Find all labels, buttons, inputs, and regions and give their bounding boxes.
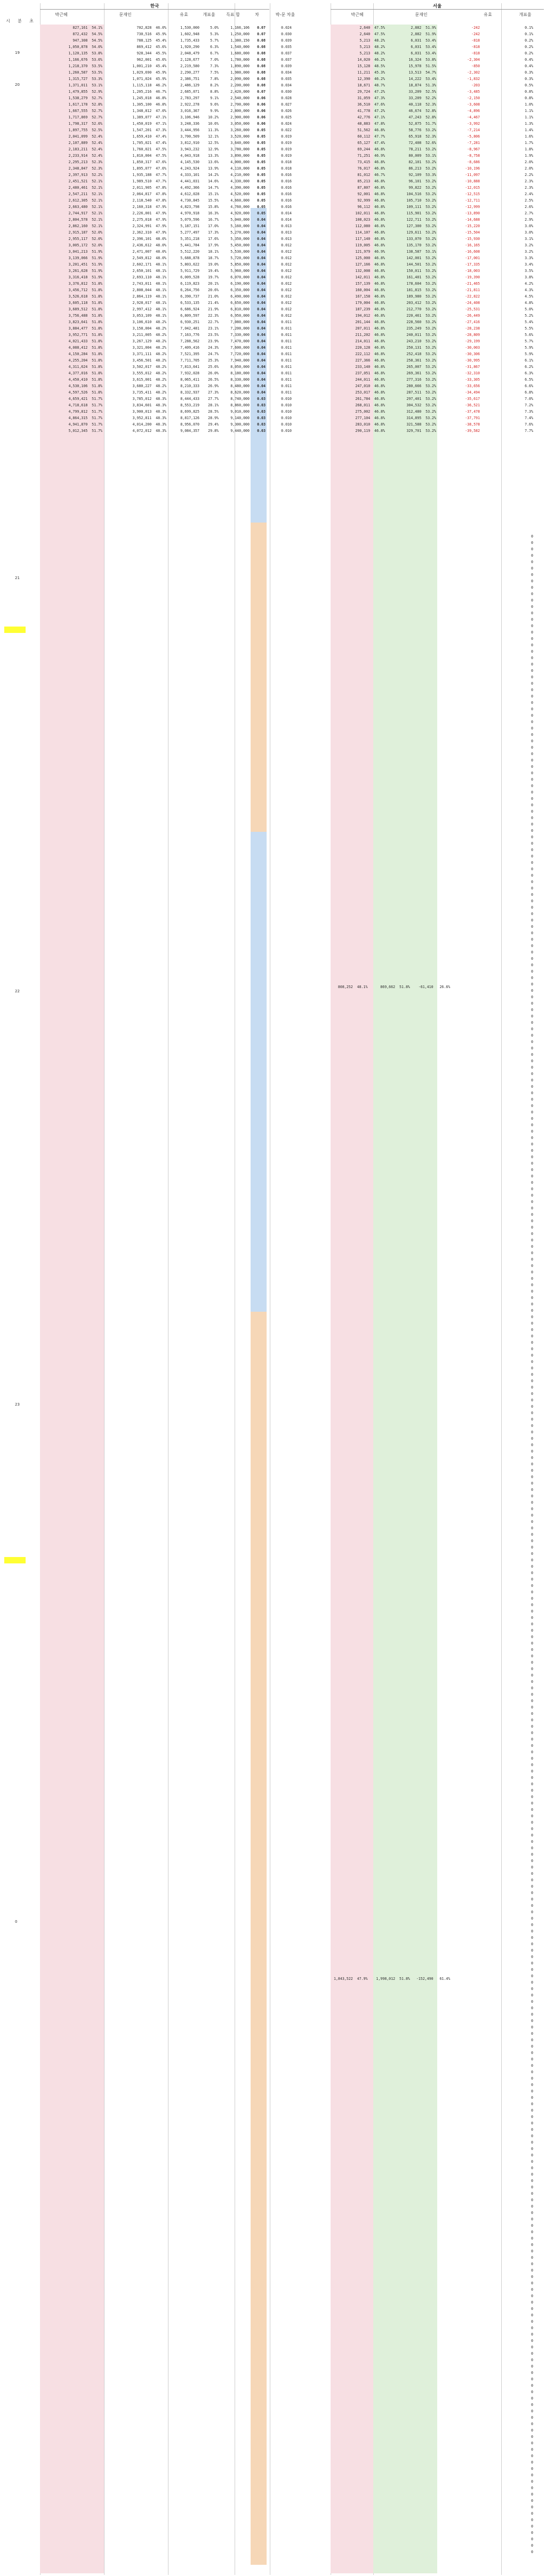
hour-label: 0	[15, 1920, 18, 1924]
korea-valid-column: 1,530,000 1,602,948 1,735,433 1,920,290 2,048,479 2,128,677 2,219,580 2,290,277 2,386,751 2,486,129 2,685,071 2,783,297 2,922,278 3,016,367 3,106,946 3,248,336 3,444,956 3,700,509 3,812,910 3,943,232 4,043,918 4,145,530 4,243,924 4,333,101 4,441,031 4,492,366 4,612,028 4,730,845 4,823,798 4,970,918 5,079,596 5,187,151 5,277,497 5,351,218 5,441,784 5,512,220 5,688,878 5,803,622 5,911,729 6,009,528 6,119,823 6,264,756 6,390,737 6,533,135 6,686,924 6,809,597 6,930,251 7,042,481 7,163,776 7,288,562 7,409,416 7,521,395 7,711,705 7,813,641 7,932,028 8,065,411 8,210,333 8,332,937 8,444,433 8,553,219 8,699,825 8,817,126 8,956,070 9,084,357	[180, 26, 199, 433]
seoul-rate-header: 개표율	[519, 12, 532, 17]
korea-ratio-header: 박-문 차율	[275, 12, 295, 17]
korea-diff-column: 0.07 0.07 0.08 0.08 0.08 0.08 0.08 0.08 0.08 0.08 0.07 0.06 0.06 0.06 0.06 0.06 0.05 0.05 0.05 0.05 0.05 0.05 0.05 0.05 0.05 0.05 0.05 0.05 0.05 0.05 0.04 0.04 0.04 0.04 0.04 0.04 0.04 0.04 0.04 0.04 0.04 0.04 0.04 0.04 0.04 0.04 0.04 0.04 0.04 0.04 0.04 0.04 0.04 0.04 0.04 0.04 0.04 0.04 0.03 0.03 0.03 0.03 0.03 0.03	[257, 26, 266, 433]
korea-moon-column: 702,828 46.0% 730,516 45.9% 788,125 45.4% 869,412 45.6% 928,344 45.5% 962,001 45.6% 1,001,210 45.4% 1,029,690 45.9% 1,071,024 45.9% 1,115,118 46.2% 1,205,216 46.7% 1,245,018 46.8% 1,305,100 46.8% 1,348,812 47.0% 1,389,077 47.1% 1,450,019 47.1% 1,547,201 47.3% 1,659,410 47.4% 1,705,021 47.4% 1,760,021 47.5% 1,810,004 47.5% 1,850,317 47.6% 1,895,077 47.6% 1,935,188 47.7% 1,989,510 47.7% 2,011,905 47.8% 2,064,817 47.8% 2,118,540 47.8% 2,160,318 47.9% 2,226,001 47.9% 2,275,018 47.9% 2,324,991 47.9% 2,362,310 47.9% 2,396,101 48.0% 2,436,612 48.0% 2,471,007 48.0% 2,549,812 48.0% 2,602,171 48.1% 2,650,101 48.1% 2,693,110 48.1% 2,743,011 48.1% 2,808,044 48.1% 2,864,119 48.1% 2,928,017 48.1% 2,997,412 48.1% 3,053,109 48.1% 3,106,610 48.2% 3,158,004 48.2% 3,211,005 48.2% 3,267,129 48.2% 3,321,004 48.2% 3,371,111 48.2% 3,456,501 48.2% 3,502,017 48.2% 3,555,012 48.2% 3,615,001 48.2% 3,680,227 48.2% 3,735,411 48.2% 3,785,012 48.3% 3,834,601 48.3% 3,900,013 48.3% 3,952,811 48.3% 4,014,200 48.3% 4,072,012 48.3%	[132, 26, 166, 433]
korea-valid-header: 유효	[180, 12, 188, 17]
korea-moon-header: 문재인	[119, 12, 132, 17]
hour-label: 22	[15, 989, 20, 993]
hour-label: 23	[15, 1402, 20, 1407]
col-bun-header: 분	[18, 19, 22, 23]
seoul-zero-column: 0 0 0 0 0 0 0 0 0 0 0 0 0 0 0 0 0 0 0 0 0 0 0 0 0 0 0 0 0 0 0 0 0 0 0 0 0 0 0 0 0 0 0 0 0 0 0 0 0 0 0 0 0 0 0 0 0 0 0 0 0 0 0 0 0 0 0 0 0 0 0 0 0 0 0 0 0 0 0 0 0 0 0 0 0 0 0 0 0 0 0 0 0 0 0 0 0 0 0 0 0 0 0 0 0 0 0 0 0 0 0 0 0 0 0 0 0 0 0 0 0 0 0 0 0 0 0 0 0 0 0 0 0 0 0 0 0 0 0 0 0 0 0 0 0 0 0 0 0 0 0 0 0 0 0 0 0 0 0 0 0 0 0 0 0 0 0 0 0 0 0 0 0 0 0 0 0 0 0 0 0 0 0 0 0 0 0 0 0 0 0 0 0 0 0 0 0 0 0 0 0 0 0 0 0 0 0 0 0 0 0 0 0 0 0 0 0 0 0 0 0 0 0 0 0 0 0 0 0 0 0 0 0 0 0 0 0 0 0 0 0 0 0 0 0 0 0 0 0 0 0 0 0 0 0 0 0 0 0 0 0 0 0 0 0 0 0 0 0 0 0 0 0 0 0 0 0 0 0 0 0 0 0 0 0 0 0 0 0 0 0 0 0 0 0 0 0 0 0 0 0 0 0 0 0 0 0 0 0 0 0 0 0 0 0 0	[531, 534, 533, 2554]
seoul-summary-row: 808,252 48.1% 869,662 51.8% -61,410 26.6%	[332, 985, 451, 989]
highlight-marker	[4, 627, 26, 633]
korea-sum-header: 득표 합	[226, 12, 240, 17]
col-si-header: 시	[6, 19, 10, 23]
korea-group-header: 한국	[40, 3, 269, 10]
hour-label: 20	[15, 83, 20, 87]
korea-rate-column: 5.0% 5.3% 5.7% 6.3% 6.7% 7.0% 7.3% 7.5% 7.8% 8.2% 8.8% 9.1% 9.6% 9.9% 10.2% 10.6% 11.3% 12.1% 12.5% 12.9% 13.3% 13.6% 13.9% 14.2% 14.6% 14.7% 15.1% 15.5% 15.8% 16.3% 16.7% 17.0% 17.3% 17.6% 17.9% 18.1% 18.7% 19.0% 19.4% 19.7% 20.1% 20.6% 21.0% 21.4% 21.9% 22.3% 22.7% 23.1% 23.5% 23.9% 24.3% 24.7% 25.3% 25.6% 26.0% 26.5% 26.9% 27.3% 27.7% 28.1% 28.5% 28.9% 29.4% 29.8%	[208, 26, 219, 433]
grid-line	[104, 3, 105, 2575]
korea-ratio-column: 0.024 0.030 0.039 0.035 0.037 0.037 0.039 0.034 0.035 0.034 0.030 0.028 0.027 0.026 0.025 0.024 0.022 0.019 0.019 0.019 0.019 0.018 0.018 0.016 0.016 0.016 0.016 0.016 0.016 0.014 0.014 0.013 0.013 0.013 0.012 0.012 0.012 0.012 0.012 0.012 0.012 0.012 0.012 0.012 0.012 0.012 0.011 0.011 0.011 0.011 0.011 0.011 0.011 0.011 0.011 0.011 0.011 0.011 0.010 0.010 0.010 0.010 0.010 0.010	[281, 26, 292, 433]
hour-label: 21	[15, 576, 20, 580]
seoul-park-column: 2,640 47.5% 2,640 47.5% 5,213 48.2% 5,213 48.2% 5,213 48.2% 14,020 46.2% 15,128 48.5% 11,211 45.3% 12,390 46.2% 18,671 48.7% 29,724 47.2% 31,059 47.3% 36,510 47.6% 41,778 47.2% 42,776 47.1% 48,883 47.8% 51,562 46.8% 60,112 47.7% 65,127 47.4% 69,244 46.8% 71,251 46.9% 73,415 46.8% 76,017 46.8% 81,012 46.7% 85,213 46.8% 87,807 46.8% 92,001 46.8% 92,999 46.8% 96,112 46.8% 102,011 46.8% 108,023 46.8% 112,080 46.8% 114,107 46.8% 117,140 46.8% 119,005 46.8% 121,979 46.9% 125,000 46.8% 127,166 46.8% 132,008 46.8% 142,011 46.8% 157,139 46.8% 160,004 46.8% 167,158 46.8% 179,004 46.8% 187,239 46.8% 194,012 46.8% 201,144 46.8% 207,011 46.8% 211,202 46.8% 214,011 46.8% 220,128 46.8% 222,112 46.8% 227,366 46.8% 233,140 46.8% 237,051 46.8% 244,011 46.8% 247,010 46.8% 253,017 46.8% 261,784 46.8% 268,011 46.8% 275,002 46.8% 277,104 46.8% 283,010 46.8% 290,119 46.8%	[355, 26, 385, 433]
korea-diff-orange-band-2	[251, 1312, 267, 2565]
grid-line	[501, 3, 502, 2575]
korea-sum-column: 1,166,106 1,250,000 1,380,150 1,540,000 1,680,000 1,780,000 1,890,000 1,980,000 2,090,000 2,200,000 2,420,000 2,540,000 2,700,000 2,800,000 2,900,000 3,050,000 3,260,000 3,520,000 3,640,000 3,780,000 3,890,000 4,000,000 4,110,000 4,210,000 4,330,000 4,390,000 4,520,000 4,660,000 4,760,000 4,920,000 5,040,000 5,160,000 5,270,000 5,350,000 5,450,000 5,530,000 5,720,000 5,850,000 5,960,000 6,070,000 6,190,000 6,350,000 6,490,000 6,650,000 6,810,000 6,950,000 7,080,000 7,200,000 7,330,000 7,470,000 7,600,000 7,720,000 7,940,000 8,050,000 8,180,000 8,330,000 8,480,000 8,620,000 8,740,000 8,860,000 9,010,000 9,140,000 9,300,000 9,440,000	[230, 26, 250, 433]
korea-rate-header: 개표율	[203, 12, 215, 17]
seoul-summary-row-2: 1,843,522 47.9% 1,998,012 51.8% -152,490 61.4%	[332, 1977, 451, 1981]
seoul-moon-column: 2,882 51.9% 2,882 51.9% 6,031 53.4% 6,031 53.4% 6,031 53.4% 16,324 53.8% 15,978 51.5% 13,513 54.7% 14,222 53.4% 18,874 51.3% 33,209 52.5% 33,209 52.2% 40,118 52.3% 46,674 52.8% 47,243 52.8% 52,875 51.7% 58,776 53.2% 65,918 52.3% 72,408 52.6% 78,211 53.2% 80,009 53.1% 82,101 53.2% 86,213 53.2% 92,109 53.3% 96,101 53.2% 99,822 53.2% 104,516 53.2% 105,710 53.2% 109,111 53.2% 115,901 53.2% 122,711 53.2% 127,300 53.2% 129,611 53.2% 133,070 53.2% 135,170 53.2% 138,587 53.1% 142,001 53.2% 144,501 53.2% 150,011 53.2% 161,401 53.2% 178,604 53.2% 181,815 53.2% 189,980 53.2% 203,412 53.2% 212,770 53.2% 220,461 53.2% 228,560 53.2% 235,249 53.2% 240,011 53.2% 243,210 53.2% 250,131 53.2% 252,418 53.2% 258,361 53.2% 265,007 53.2% 269,361 53.2% 277,316 53.2% 280,666 53.2% 287,511 53.2% 297,401 53.2% 304,532 53.2% 312,480 53.2% 314,895 53.2% 321,588 53.2% 329,701 53.2%	[406, 26, 436, 433]
korea-park-column: 827,161 54.1% 872,432 54.5% 947,308 54.5% 1,050,878 54.0% 1,120,135 53.8% 1,166,676 53.6% 1,218,370 53.5% 1,260,587 53.5% 1,315,727 53.3% 1,371,011 53.1% 1,479,855 52.9% 1,538,279 52.7% 1,617,178 52.8% 1,667,555 52.7% 1,717,869 52.7% 1,798,317 52.6% 1,897,755 52.5% 2,041,099 52.4% 2,107,889 52.4% 2,183,211 52.4% 2,233,914 52.4% 2,295,213 52.3% 2,348,847 52.3% 2,397,913 52.2% 2,451,521 52.1% 2,480,461 52.1% 2,547,211 52.1% 2,612,305 52.1% 2,663,480 52.1% 2,744,917 52.1% 2,804,578 52.1% 2,862,160 52.1% 2,915,187 52.0% 2,955,117 52.0% 3,005,172 52.0% 3,041,213 51.9% 3,139,066 51.9% 3,201,451 51.9% 3,261,628 51.9% 3,316,418 51.9% 3,376,812 51.8% 3,456,712 51.8% 3,526,618 51.8% 3,605,118 51.8% 3,689,512 51.8% 3,756,488 51.8% 3,823,641 51.8% 3,884,477 51.8% 3,952,771 51.8% 4,021,433 51.8% 4,088,412 51.8% 4,150,284 51.8% 4,255,204 51.8% 4,311,624 51.8% 4,377,016 51.8% 4,450,410 51.8% 4,530,106 51.8% 4,597,526 51.8% 4,659,421 51.7% 4,718,618 51.7% 4,799,812 51.7% 4,864,315 51.7% 4,941,870 51.7% 5,012,345 51.7%	[68, 26, 102, 433]
korea-diff-orange-band	[251, 523, 267, 832]
seoul-gap-column: -242 -242 -818 -818 -818 -2,304 -850 -2,302 -1,832 -203 -3,485 -2,150 -3,608 -4,896 -4,467 -3,992 -7,214 -5,806 -7,281 -8,967 -8,758 -8,686 -10,196 -11,097 -10,888 -12,015 -12,515 -12,711 -12,999 -13,890 -14,688 -15,220 -15,504 -15,930 -16,165 -16,608 -17,001 -17,335 -18,003 -19,390 -21,465 -21,811 -22,822 -24,408 -25,531 -26,449 -27,416 -28,238 -28,809 -29,199 -30,003 -30,306 -30,995 -31,867 -32,310 -33,305 -33,656 -34,494 -35,617 -36,521 -37,478 -37,791 -38,578 -39,582	[465, 26, 480, 433]
korea-diff-blue-band-2	[251, 832, 267, 1312]
korea-park-header: 박근혜	[55, 12, 68, 17]
seoul-rate-column: 0.1% 0.1% 0.2% 0.2% 0.2% 0.4% 0.4% 0.3% 0.3% 0.5% 0.8% 0.8% 1.0% 1.1% 1.1% 1.3% 1.4% 1.6% 1.7% 1.8% 1.9% 2.0% 2.0% 2.2% 2.3% 2.3% 2.4% 2.5% 2.6% 2.7% 2.9% 3.0% 3.0% 3.1% 3.2% 3.2% 3.3% 3.4% 3.5% 3.8% 4.2% 4.3% 4.5% 4.8% 5.0% 5.2% 5.4% 5.5% 5.6% 5.7% 5.9% 5.9% 6.1% 6.2% 6.3% 6.5% 6.6% 6.8% 7.0% 7.2% 7.3% 7.4% 7.6% 7.7%	[525, 26, 533, 433]
seoul-valid-header: 유효	[484, 12, 492, 17]
seoul-moon-header: 문재인	[415, 12, 428, 17]
seoul-park-header: 박근혜	[351, 12, 364, 17]
seoul-group-header: 서울	[331, 3, 544, 10]
hour-label: 19	[15, 51, 20, 55]
highlight-marker-2	[4, 1557, 26, 1563]
col-cho-header: 초	[29, 19, 34, 23]
korea-diff-header: 차	[255, 12, 259, 17]
